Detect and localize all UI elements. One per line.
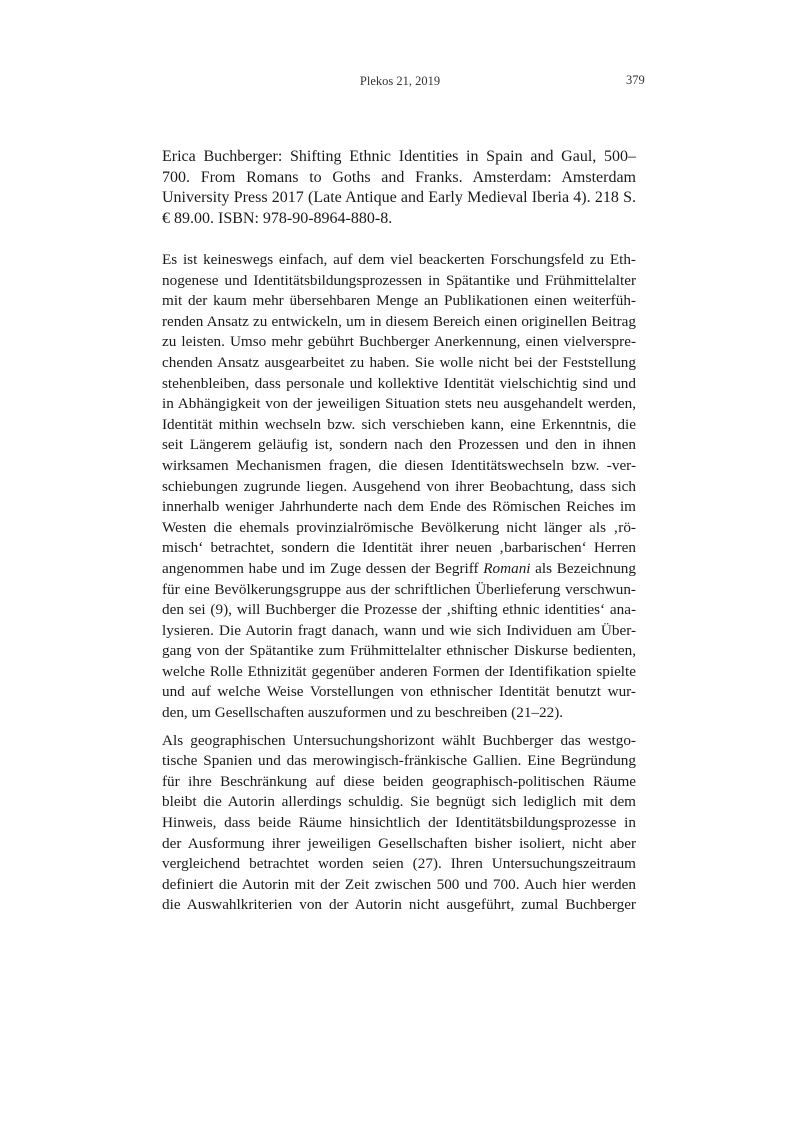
text-line: schiebungen zugrunde liegen. Ausgehend von ihrer Beobachtung, dass sich bbox=[162, 477, 636, 495]
text-line: wirksamen Mechanismen fragen, die diesen Identitätswechseln bzw. -ver- bbox=[162, 456, 636, 474]
text-line: renden Ansatz zu entwickeln, um in diesem Bereich einen originellen Beitrag bbox=[162, 312, 636, 330]
text-line: den, um Gesellschaften auszuformen und zu beschreiben (21–22). bbox=[162, 704, 564, 722]
text-line: stehenbleiben, dass personale und kollektive Identität vielschichtig sind und bbox=[162, 374, 636, 392]
text-line: lysieren. Die Autorin fragt danach, wann und wie sich Individuen am Über- bbox=[162, 621, 636, 639]
text-line: chenden Ansatz ausgearbeitet zu haben. Sie wolle nicht bei der Feststellung bbox=[162, 353, 636, 371]
text-line-with-italic: angenommen habe und im Zuge dessen der Begriff Romani als Bezeichnung bbox=[162, 559, 636, 577]
citation-line: € 89.00. ISBN: 978-90-8964-880-8. bbox=[162, 209, 393, 227]
paragraph-1 bbox=[162, 250, 636, 724]
text-line: bleibt die Autorin allerdings schuldig. Sie begnügt sich lediglich mit dem bbox=[162, 793, 636, 811]
text-line: Als geographischen Untersuchungshorizont wählt Buchberger das westgo- bbox=[162, 731, 636, 749]
citation-line: Erica Buchberger: Shifting Ethnic Identities in Spain and Gaul, 500– bbox=[162, 148, 636, 165]
text-line: misch‘ betrachtet, sondern die Identität ihrer neuen ‚barbarischen‘ Herren bbox=[162, 539, 636, 557]
text-line: Hinweis, dass beide Räume hinsichtlich der Identitätsbildungsprozesse in bbox=[162, 814, 636, 832]
text-line: für eine Bevölkerungsgruppe aus der schriftlichen Überlieferung verschwun- bbox=[162, 580, 636, 598]
text-line: zu leisten. Umso mehr gebührt Buchberger Anerkennung, einen vielverspre- bbox=[162, 333, 636, 351]
review-content bbox=[162, 147, 636, 916]
text-line: vergleichend betrachtet worden seien (27). Ihren Untersuchungszeitraum bbox=[162, 855, 636, 873]
text-line: tische Spanien und das merowingisch-fränkische Gallien. Eine Begründung bbox=[162, 752, 636, 770]
text-line: nogenese und Identitätsbildungsprozessen in Spätantike und Frühmittelalter bbox=[162, 271, 636, 289]
text-line: den sei (9), will Buchberger die Prozesse der ‚shifting ethnic identities‘ ana- bbox=[162, 601, 636, 619]
text-line: Westen die ehemals provinzialrömische Bevölkerung nicht länger als ‚rö- bbox=[162, 518, 636, 536]
text-line: und auf welche Weise Vorstellungen von ethnischer Identität benutzt wur- bbox=[162, 683, 636, 701]
citation-line: University Press 2017 (Late Antique and Early Medieval Iberia 4). 218 S. bbox=[162, 189, 636, 206]
paragraph-2 bbox=[162, 731, 636, 916]
text-line: definiert die Autorin mit der Zeit zwischen 500 und 700. Auch hier werden bbox=[162, 875, 636, 893]
text-line: in Abhängigkeit von der jeweiligen Situation stets neu ausgehandelt werden, bbox=[162, 395, 636, 413]
text-line: innerhalb weniger Jahrhunderte nach dem Ende des Römischen Reiches im bbox=[162, 498, 636, 516]
book-citation bbox=[162, 147, 636, 229]
text-line: gang von der Spätantike zum Frühmittelalter ethnischer Diskurse bedienten, bbox=[162, 642, 636, 660]
text-line: der Ausformung ihrer jeweiligen Gesellschaften bisher isoliert, nicht aber bbox=[162, 834, 636, 852]
text-line: für ihre Beschränkung auf diese beiden geographisch-politischen Räume bbox=[162, 772, 636, 790]
journal-title: Plekos 21, 2019 bbox=[359, 74, 441, 88]
text-line: Identität mithin wechseln bzw. sich verschieben kann, eine Erkenntnis, die bbox=[162, 415, 636, 433]
text-line: seit Längerem geläufig ist, sondern nach den Prozessen und den in ihnen bbox=[162, 436, 636, 454]
text-line: die Auswahlkriterien von der Autorin nicht ausgeführt, zumal Buchberger bbox=[162, 896, 636, 914]
citation-line: 700. From Romans to Goths and Franks. Amsterdam: Amsterdam bbox=[162, 168, 636, 186]
page-number: 379 bbox=[626, 73, 645, 87]
italic-term: Romani bbox=[483, 559, 531, 577]
text-line: welche Rolle Ethnizität gegenüber anderen Formen der Identifikation spielte bbox=[162, 662, 636, 680]
running-head bbox=[0, 74, 799, 94]
text-line: Es ist keineswegs einfach, auf dem viel beackerten Forschungsfeld zu Eth- bbox=[162, 251, 636, 268]
text-line: mit der kaum mehr übersehbaren Menge an Publikationen einen weiterfüh- bbox=[162, 292, 636, 310]
